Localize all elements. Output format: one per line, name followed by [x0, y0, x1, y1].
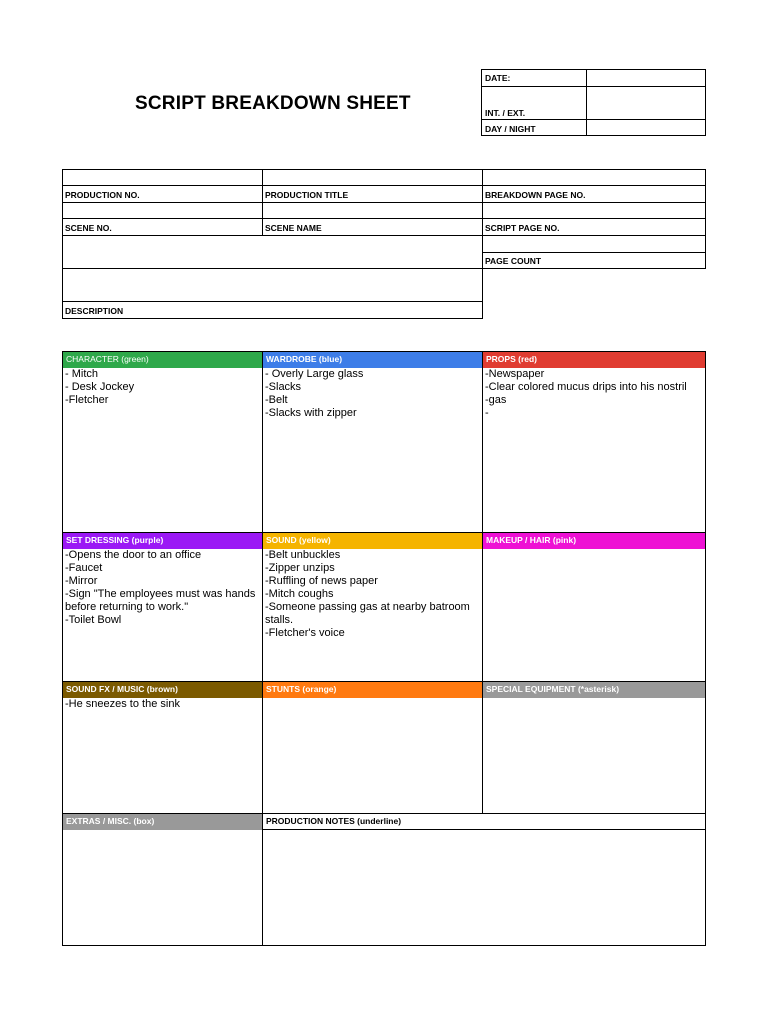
list-item: - Mitch: [65, 368, 98, 380]
wardrobe-list[interactable]: [263, 368, 482, 420]
list-item: -gas: [485, 394, 507, 406]
special-equipment-list[interactable]: [483, 698, 705, 812]
sound-fx-header: SOUND FX / MUSIC (brown): [63, 682, 262, 698]
list-item: -Mirror: [65, 575, 98, 587]
list-item: -Slacks with zipper: [265, 407, 357, 419]
sound-header: SOUND (yellow): [263, 533, 482, 549]
page-title: SCRIPT BREAKDOWN SHEET: [135, 93, 411, 114]
list-item: -Fletcher: [65, 394, 109, 406]
list-item: -Ruffling of news paper: [265, 575, 378, 587]
list-item: -Toilet Bowl: [65, 614, 122, 626]
scene-name-label: SCENE NAME: [265, 223, 322, 233]
int-ext-label: INT. / EXT.: [485, 108, 526, 118]
date-field[interactable]: [587, 70, 705, 86]
list-item: -Sign "The employees must was hands before returning to work.": [65, 588, 259, 613]
list-item: - Overly Large glass: [265, 368, 364, 380]
list-item: -Mitch coughs: [265, 588, 334, 600]
list-item: -Opens the door to an office: [65, 549, 202, 561]
character-list[interactable]: [63, 368, 262, 407]
sound-fx-list[interactable]: [63, 698, 262, 711]
production-title-label: PRODUCTION TITLE: [265, 190, 349, 200]
int-ext-field[interactable]: [587, 87, 705, 119]
scene-no-label: SCENE NO.: [65, 223, 112, 233]
production-notes-header: PRODUCTION NOTES (underline): [263, 814, 705, 830]
list-item: -Slacks: [265, 381, 302, 393]
props-list[interactable]: [483, 368, 705, 420]
stunts-list[interactable]: [263, 698, 482, 812]
list-item: -He sneezes to the sink: [65, 698, 180, 710]
props-header: PROPS (red): [483, 352, 705, 368]
character-header: CHARACTER (green): [63, 352, 262, 368]
makeup-hair-header: MAKEUP / HAIR (pink): [483, 533, 705, 549]
list-item: -Belt: [265, 394, 288, 406]
day-night-label: DAY / NIGHT: [485, 124, 536, 134]
page-count-label: PAGE COUNT: [485, 256, 542, 266]
list-item: -Faucet: [65, 562, 103, 574]
date-label: DATE:: [485, 73, 511, 83]
description-label: DESCRIPTION: [65, 306, 124, 316]
day-night-field[interactable]: [587, 120, 705, 135]
production-no-label: PRODUCTION NO.: [65, 190, 140, 200]
list-item: -Fletcher's voice: [265, 627, 345, 639]
list-item: -Zipper unzips: [265, 562, 335, 574]
extras-header: EXTRAS / MISC. (box): [63, 814, 262, 830]
list-item: -Clear colored mucus drips into his nostril: [485, 381, 687, 393]
makeup-hair-list[interactable]: [483, 549, 705, 680]
set-dressing-header: SET DRESSING (purple): [63, 533, 262, 549]
special-equipment-header: SPECIAL EQUIPMENT (*asterisk): [483, 682, 705, 698]
list-item: -Belt unbuckles: [265, 549, 341, 561]
list-item: -: [485, 407, 489, 419]
list-item: -Someone passing gas at nearby batroom stalls.: [265, 601, 473, 626]
list-item: - Desk Jockey: [65, 381, 135, 393]
description-box[interactable]: [62, 235, 483, 319]
list-item: -Newspaper: [485, 368, 545, 380]
wardrobe-header: WARDROBE (blue): [263, 352, 482, 368]
set-dressing-list[interactable]: [63, 549, 262, 627]
breakdown-page-no-label: BREAKDOWN PAGE NO.: [485, 190, 586, 200]
stunts-header: STUNTS (orange): [263, 682, 482, 698]
production-notes-area[interactable]: [263, 831, 705, 945]
sound-list[interactable]: [263, 549, 482, 640]
extras-list[interactable]: [63, 830, 262, 945]
script-page-no-label: SCRIPT PAGE NO.: [485, 223, 560, 233]
